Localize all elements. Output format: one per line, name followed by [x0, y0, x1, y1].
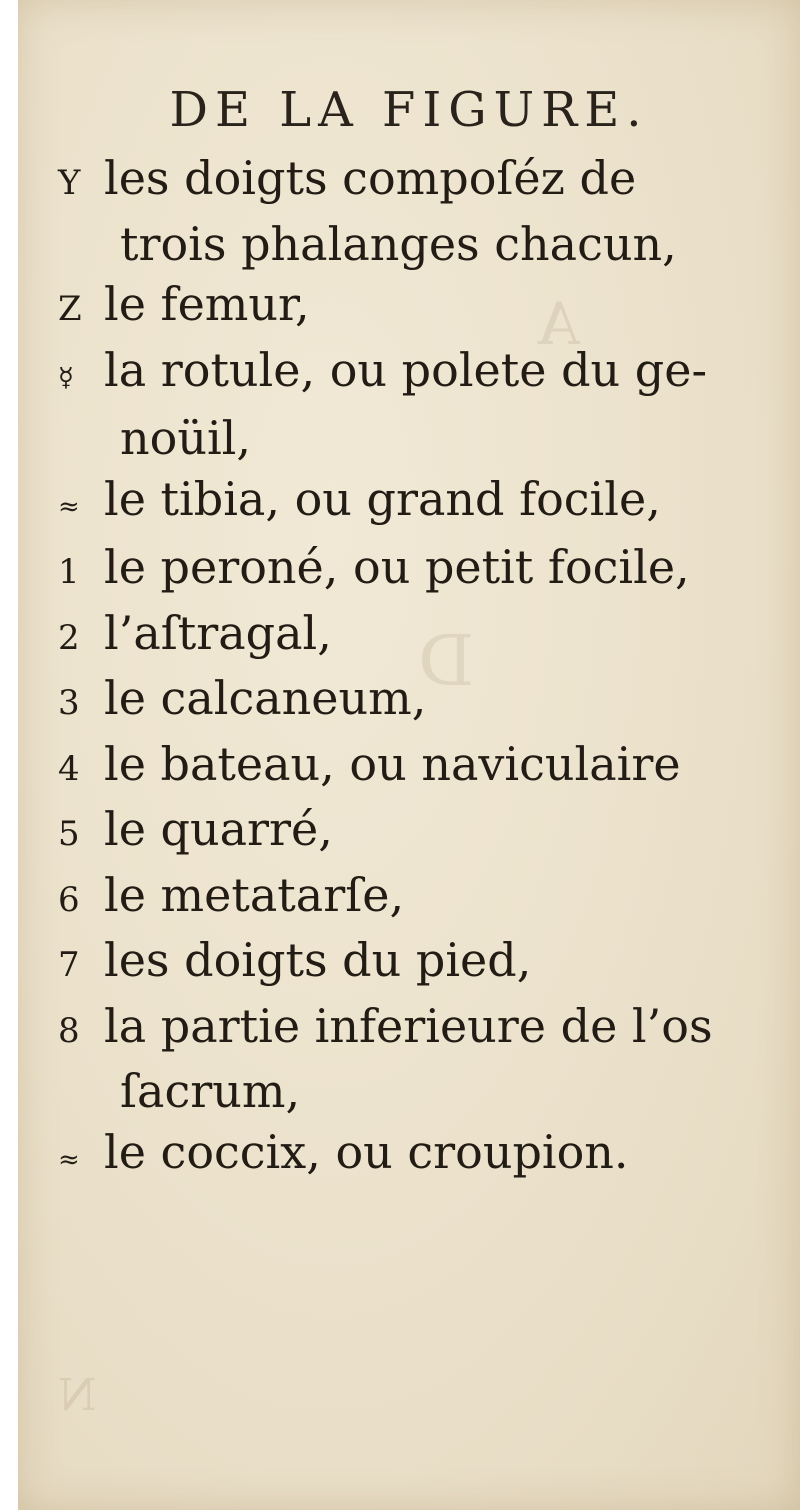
legend-entry-continuation	[58, 1061, 778, 1122]
legend-entry	[58, 537, 778, 603]
legend-entry	[58, 1122, 778, 1191]
entry-marker: 2	[58, 617, 80, 658]
entry-text: le peroné, ou petit focile,	[104, 540, 690, 594]
entry-text: le quarré,	[104, 802, 333, 856]
mercury-symbol-icon: ☿	[58, 362, 74, 393]
entry-text: le tibia, ou grand focile,	[104, 471, 661, 526]
entry-marker: 1	[58, 552, 80, 592]
entry-text: le bateau, ou naviculaire	[104, 736, 681, 791]
entry-text: les doigts du pied,	[104, 933, 532, 987]
entry-text: le metatarſe,	[104, 867, 405, 922]
legend-entry	[58, 469, 778, 538]
entry-marker: 3	[58, 683, 80, 723]
legend-entry	[58, 996, 778, 1062]
entry-text: noüil,	[120, 411, 251, 465]
legend-entry	[58, 799, 778, 865]
entry-text: trois phalanges chacun,	[120, 216, 677, 271]
page-margin	[0, 0, 18, 1510]
legend-entry-continuation	[58, 408, 778, 469]
legend-entry	[58, 734, 778, 800]
aquarius-symbol-icon: ≈	[58, 1144, 80, 1175]
bleed-mark: D	[418, 620, 475, 702]
legend-entry	[58, 274, 778, 340]
entry-text: l’aſtragal,	[104, 605, 332, 660]
legend-entry	[58, 865, 778, 931]
legend-entry	[58, 930, 778, 996]
book-page	[18, 0, 800, 1510]
legend-entry	[58, 340, 778, 409]
entry-marker: Z	[58, 289, 82, 329]
entry-text: la rotule, ou polete du ge-	[104, 342, 707, 397]
legend-entry-continuation	[58, 214, 778, 275]
entry-marker: 5	[58, 814, 80, 854]
aquarius-symbol-icon: ≈	[58, 491, 80, 522]
entry-text: le coccix, ou croupion.	[104, 1124, 629, 1179]
legend-entry	[58, 603, 778, 669]
legend-entry	[58, 148, 778, 214]
page-heading: DE LA FIGURE.	[169, 82, 649, 138]
anatomy-legend-list	[58, 148, 778, 1190]
bleed-mark: A	[538, 290, 580, 358]
entry-marker: 6	[58, 879, 80, 920]
entry-marker: 7	[58, 945, 80, 985]
entry-marker: 4	[58, 748, 80, 789]
entry-text: le femur,	[104, 277, 310, 331]
entry-text: les doigts compoſéz de	[104, 151, 637, 205]
entry-marker: Y	[58, 163, 81, 203]
bleed-mark: N	[58, 1370, 97, 1421]
entry-text: ſacrum,	[120, 1064, 301, 1118]
entry-text: la partie inferieure de l’os	[104, 998, 713, 1053]
legend-entry	[58, 668, 778, 734]
entry-text: le calcaneum,	[104, 671, 427, 725]
entry-marker: 8	[58, 1010, 80, 1051]
